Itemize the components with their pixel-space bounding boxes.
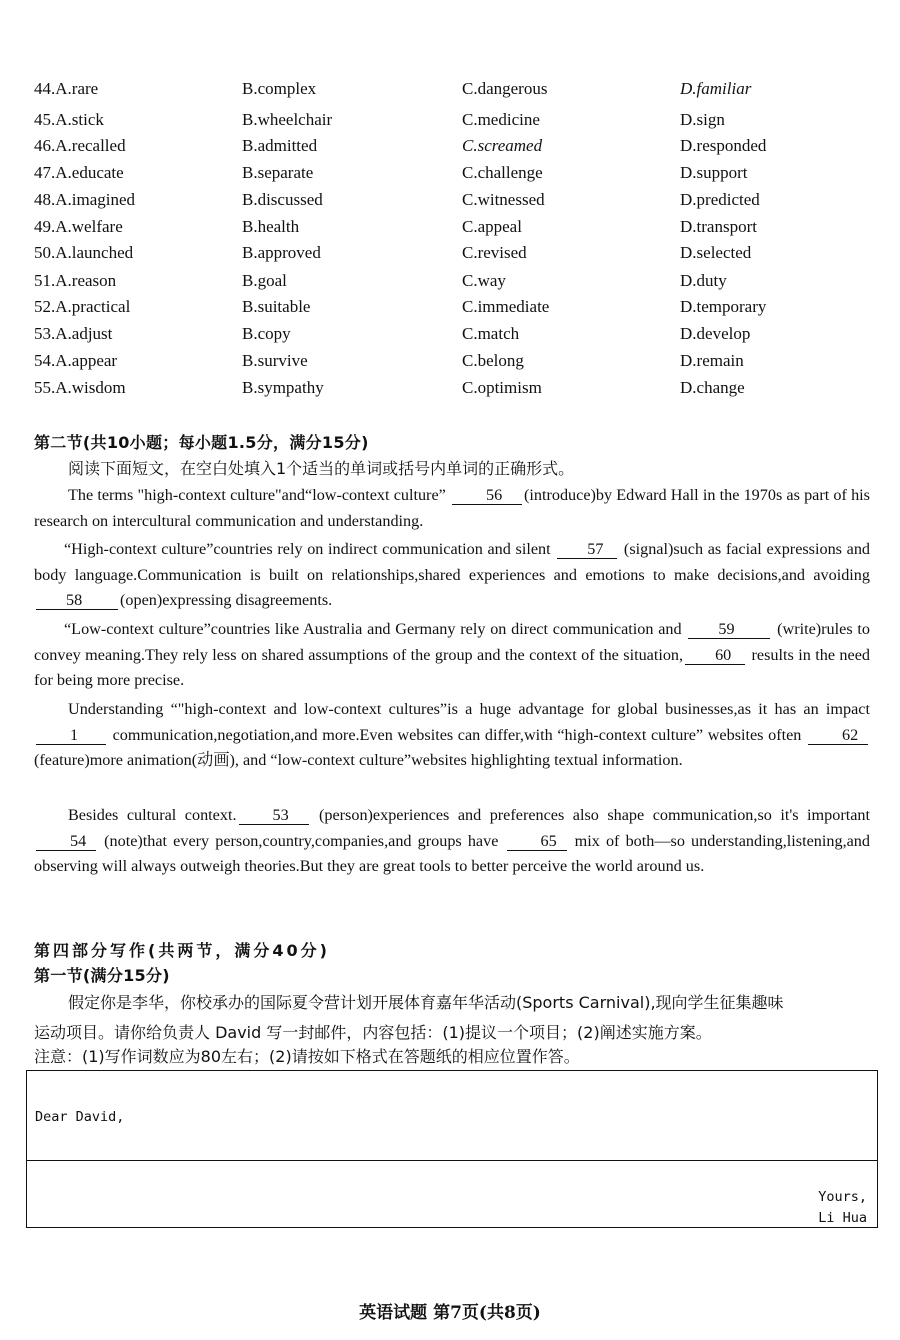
option-b: B.wheelchair <box>242 110 333 129</box>
option-a-text: A.rare <box>55 79 99 98</box>
option-d: D.selected <box>680 243 752 262</box>
option-a <box>34 160 124 186</box>
letter-divider <box>27 1160 877 1161</box>
question-number: 55. <box>34 378 56 397</box>
option-c: C.belong <box>462 351 524 370</box>
question-number: 50. <box>34 243 56 262</box>
option-d: D.temporary <box>680 297 767 316</box>
question-number: 52. <box>34 297 56 316</box>
option-d: D.transport <box>680 217 757 236</box>
option-b: B.goal <box>242 271 287 290</box>
option-a <box>34 187 135 213</box>
option-b: B.separate <box>242 163 314 182</box>
option-d: D.familiar <box>680 79 752 98</box>
letter-closing: Yours, <box>818 1189 867 1205</box>
option-c: C.optimism <box>462 378 542 397</box>
option-c: C.medicine <box>462 110 540 129</box>
part4-sub-heading: 第一节(满分15分) <box>34 966 170 985</box>
question-number: 54. <box>34 351 56 370</box>
option-a-text: A.wisdom <box>55 378 126 397</box>
option-a-text: A.welfare <box>55 217 123 236</box>
question-number: 44. <box>34 79 56 98</box>
option-c: C.witnessed <box>462 190 545 209</box>
option-a <box>34 240 133 266</box>
blank-63[interactable]: 53 <box>239 806 309 825</box>
passage-paragraph-5: Besides cultural context. 53 (person)experiences and preferences also shape communication,so it's important 54 (note)that every person,country,companies,and groups have 65 mix of both—so understanding,listening,and observing will always outweigh theories.But they are great tools to better perceive the world around us. <box>34 806 870 875</box>
option-a-text: A.educate <box>55 163 124 182</box>
option-a <box>34 348 117 374</box>
blank-57[interactable]: 57 <box>557 540 617 559</box>
blank-65[interactable]: 65 <box>507 832 567 851</box>
option-d: D.sign <box>680 110 725 129</box>
writing-task-line-1: 假定你是李华，你校承办的国际夏令营计划开展体育嘉年华活动(Sports Carnival),现向学生征集趣味 <box>68 993 784 1012</box>
passage-paragraph-3: “Low-context culture”countries like Australia and Germany rely on direct communication and 59 (write)rules to convey meaning.They rely less on shared assumptions of the group and the context of the situation, 60 results in the need for being more precise. <box>34 620 870 689</box>
option-b: B.sympathy <box>242 378 324 397</box>
question-number: 49. <box>34 217 56 236</box>
option-a <box>34 375 126 401</box>
option-b: B.copy <box>242 324 291 343</box>
option-b: B.health <box>242 217 300 236</box>
option-a-text: A.adjust <box>55 324 113 343</box>
blank-64[interactable]: 54 <box>36 832 96 851</box>
blank-59[interactable]: 59 <box>688 620 770 639</box>
option-b: B.approved <box>242 243 321 262</box>
option-a-text: A.launched <box>55 243 134 262</box>
blank-60[interactable]: 60 <box>685 646 745 665</box>
passage-paragraph-2: “High-context culture”countries rely on indirect communication and silent 57 (signal)such as facial expressions and body language.Communication is built on relationships,shared experiences and emotions to make decisions,and avoiding58 (open)expressing disagreements. <box>34 540 870 609</box>
blank-61[interactable]: 1 <box>36 726 106 745</box>
option-b: B.admitted <box>242 136 318 155</box>
question-number: 48. <box>34 190 56 209</box>
question-number: 45. <box>34 110 56 129</box>
option-d: D.responded <box>680 136 767 155</box>
passage-paragraph-4: Understanding “"high-context and low-context cultures”is a huge advantage for global businesses,as it has an impact 1 communication,negotiation,and more.Even websites can differ,with “high-context culture” websites often 62(feature)more animation(动画), and “low-context culture”websites highlighting textual information. <box>34 700 870 769</box>
option-a <box>34 321 112 347</box>
option-a <box>34 133 126 159</box>
question-number: 46. <box>34 136 56 155</box>
option-a-text: A.imagined <box>55 190 136 209</box>
option-b: B.survive <box>242 351 308 370</box>
blank-62[interactable]: 62 <box>808 726 868 745</box>
option-d: D.support <box>680 163 748 182</box>
writing-note: 注意：(1)写作词数应为80左右；(2)请按如下格式在答题纸的相应位置作答。 <box>34 1047 580 1066</box>
letter-greeting: Dear David, <box>35 1109 125 1125</box>
option-a <box>34 214 123 240</box>
option-d: D.develop <box>680 324 751 343</box>
option-d: D.duty <box>680 271 727 290</box>
option-a <box>34 268 116 294</box>
option-c: C.revised <box>462 243 527 262</box>
option-c: C.way <box>462 271 506 290</box>
option-b: B.discussed <box>242 190 323 209</box>
part4-heading: 第四部分写作(共两节，满分40分) <box>34 941 330 960</box>
option-a <box>34 76 98 102</box>
option-d: D.predicted <box>680 190 760 209</box>
page-footer: 英语试题 第7页(共8页) <box>359 1303 541 1323</box>
option-c: C.immediate <box>462 297 550 316</box>
question-number: 53. <box>34 324 56 343</box>
letter-answer-box[interactable] <box>26 1070 878 1228</box>
option-a-text: A.reason <box>55 271 117 290</box>
question-number: 47. <box>34 163 56 182</box>
question-number: 51. <box>34 271 56 290</box>
option-d: D.remain <box>680 351 744 370</box>
option-c: C.screamed <box>462 136 543 155</box>
writing-task-line-2: 运动项目。请你给负责人 David 写一封邮件，内容包括：(1)提议一个项目；(2)阐述实施方案。 <box>34 1023 712 1042</box>
section2-heading: 第二节(共10小题；每小题1.5分，满分15分) <box>34 433 369 452</box>
option-a-text: A.practical <box>55 297 131 316</box>
passage-paragraph-1: The terms "high-context culture"and“low-context culture” 56 (introduce)by Edward Hall in the 1970s as part of his research on intercultural communication and understanding. <box>34 486 870 530</box>
letter-signature: Li Hua <box>818 1210 867 1226</box>
option-b: B.complex <box>242 79 317 98</box>
option-c: C.match <box>462 324 520 343</box>
option-a-text: A.stick <box>55 110 104 129</box>
option-c: C.appeal <box>462 217 522 236</box>
blank-58[interactable]: 58 <box>36 591 118 610</box>
option-c: C.dangerous <box>462 79 548 98</box>
option-c: C.challenge <box>462 163 543 182</box>
option-d: D.change <box>680 378 745 397</box>
option-a-text: A.appear <box>55 351 118 370</box>
section2-instruction: 阅读下面短文，在空白处填入1个适当的单词或括号内单词的正确形式。 <box>68 459 575 478</box>
option-a-text: A.recalled <box>55 136 126 155</box>
blank-56[interactable]: 56 <box>452 486 522 505</box>
option-a <box>34 294 130 320</box>
option-a <box>34 107 104 133</box>
option-b: B.suitable <box>242 297 311 316</box>
